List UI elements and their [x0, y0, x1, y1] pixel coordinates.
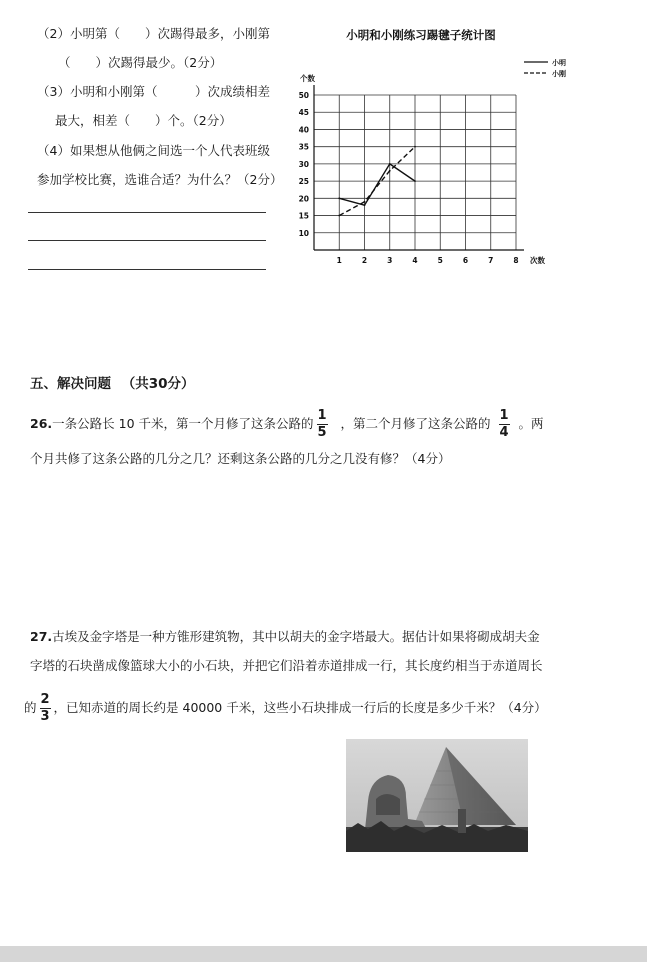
q27-line1: [30, 629, 540, 645]
q27-line3: [24, 693, 547, 724]
q27-frac-den: 3: [40, 709, 50, 724]
x-tick-label: 2: [361, 256, 368, 265]
y-axis-label: 个数: [300, 74, 315, 83]
q27-prefix: 的: [24, 700, 37, 715]
q26-frac2-num: 1: [499, 408, 509, 423]
page-footer-bar: [0, 946, 647, 962]
data-point: [414, 146, 416, 148]
q2-line1: （2）小明第（ ）次踢得最多，小刚第: [37, 26, 270, 41]
y-tick-label: 25: [298, 177, 309, 187]
y-tick-label: 50: [298, 91, 309, 100]
x-tick-label: 5: [437, 256, 443, 265]
answer-line-2[interactable]: [28, 240, 266, 241]
y-tick-label: 45: [298, 108, 309, 118]
x-tick-label: 1: [336, 256, 342, 265]
q26-fraction-2: [499, 409, 510, 440]
y-tick-label: 10: [298, 228, 309, 238]
q26-frac1-num: 1: [317, 408, 327, 423]
q26-fraction-1: [317, 409, 328, 440]
data-point: [364, 201, 366, 203]
x-tick-label: 8: [513, 256, 519, 265]
x-tick-label: 4: [412, 256, 418, 265]
q3-line1: （3）小明和小刚第（ ）次成绩相差: [37, 84, 270, 99]
q2-line2: （ ）次踢得最少。（2分）: [58, 55, 223, 70]
q27-fraction: [40, 693, 51, 724]
y-tick-label: 20: [298, 194, 309, 204]
series-line-1: [339, 164, 415, 205]
y-tick-label: 40: [298, 125, 309, 135]
statue: [458, 809, 466, 833]
legend-label: 小刚: [552, 70, 566, 78]
y-tick-label: 15: [298, 211, 309, 221]
x-axis-label: 次数: [530, 256, 545, 265]
section-title: [30, 372, 195, 392]
section-title-text: 五、解决问题: [30, 376, 111, 392]
data-point: [364, 204, 366, 206]
q27-line1-text: 古埃及金字塔是一种方锥形建筑物，其中以胡夫的金字塔最大。据估计如果将砌成胡夫金: [52, 629, 540, 644]
q26-line1: [30, 409, 544, 440]
q27-number: 27.: [30, 629, 53, 644]
y-tick-label: 35: [298, 142, 309, 152]
answer-line-1[interactable]: [28, 212, 266, 213]
data-point: [414, 180, 416, 182]
answer-line-3[interactable]: [28, 269, 266, 270]
data-point: [338, 197, 340, 199]
x-tick-label: 7: [488, 256, 494, 265]
q3-line2: 最大，相差（ ）个。（2分）: [55, 113, 232, 128]
section-score: （共30分）: [121, 376, 195, 392]
q26-text-b: ，第二个月修了这条公路的: [340, 416, 491, 431]
q4-line1: （4）如果想从他俩之间选一个人代表班级: [37, 143, 270, 158]
q26-number: 26.: [30, 416, 53, 431]
pyramid-sphinx-photo: [346, 739, 528, 852]
x-tick-label: 6: [462, 256, 469, 265]
sphinx-face: [376, 794, 400, 815]
x-tick-label: 3: [387, 256, 393, 265]
q27-line2: 字塔的石块凿成像篮球大小的小石块，并把它们沿着赤道排成一行，其长度约相当于赤道周长: [30, 658, 543, 673]
data-point: [389, 163, 391, 165]
line-chart: [286, 22, 586, 267]
q26-line2: 个月共修了这条公路的几分之几？还剩这条公路的几分之几没有修？（4分）: [30, 451, 451, 466]
y-tick-label: 30: [298, 159, 309, 169]
legend-label: 小明: [552, 59, 566, 67]
q26-frac1-den: 5: [317, 425, 327, 440]
chart-title: 小明和小刚练习踢毽子统计图: [346, 28, 496, 42]
q26-frac2-den: 4: [499, 425, 509, 440]
data-point: [338, 215, 340, 217]
q27-frac-num: 2: [40, 692, 50, 707]
q27-line3-rest: ，已知赤道的周长约是 40000 千米，这些小石块排成一行后的长度是多少千米？（4分）: [53, 700, 547, 715]
q26-text-c: 。两: [518, 416, 544, 431]
q26-text-a: 一条公路长 10 千米，第一个月修了这条公路的: [52, 416, 314, 431]
q4-line2: 参加学校比赛，选谁合适？为什么？（2分）: [37, 172, 283, 187]
data-point: [389, 170, 391, 172]
